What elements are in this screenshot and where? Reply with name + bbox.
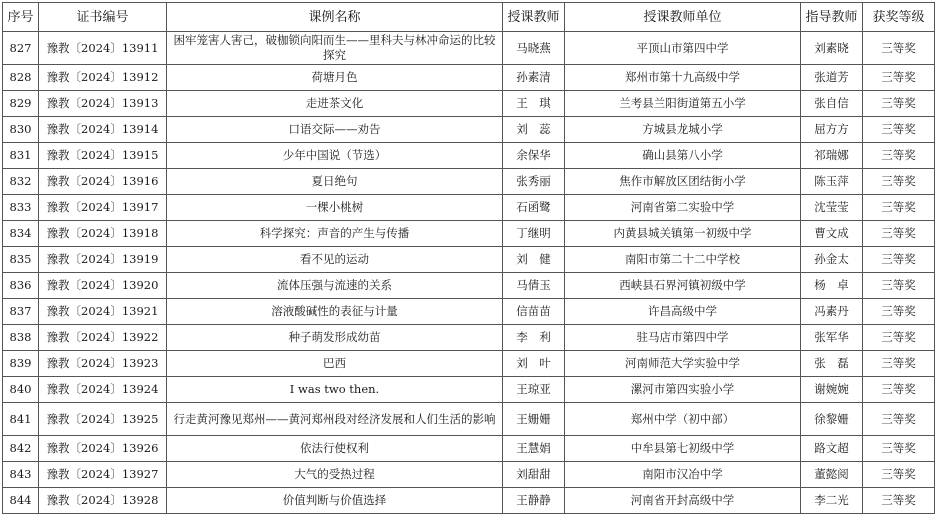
- cell-lesson: 流体压强与流速的关系: [167, 273, 503, 299]
- cell-seq: 833: [3, 195, 39, 221]
- cell-teacher: 马倩玉: [503, 273, 565, 299]
- cell-advisor: 孙金太: [801, 247, 863, 273]
- cell-cert: 豫教〔2024〕13922: [39, 325, 167, 351]
- cell-unit: 中牟县第七初级中学: [565, 436, 801, 462]
- cell-advisor: 路文超: [801, 436, 863, 462]
- cell-advisor: 谢婉婉: [801, 377, 863, 403]
- cell-teacher: 石函鹭: [503, 195, 565, 221]
- cell-lesson: 溶液酸碱性的表征与计量: [167, 299, 503, 325]
- cell-cert: 豫教〔2024〕13918: [39, 221, 167, 247]
- cell-unit: 平顶山市第四中学: [565, 32, 801, 65]
- cell-seq: 831: [3, 143, 39, 169]
- cell-lesson: 口语交际——劝告: [167, 117, 503, 143]
- cell-lesson: 困牢笼害人害己，破枷锁向阳而生——里科夫与林冲命运的比较探究: [167, 32, 503, 65]
- table-row: [3, 32, 935, 65]
- cell-lesson: 价值判断与价值选择: [167, 488, 503, 514]
- cell-lesson: 少年中国说（节选）: [167, 143, 503, 169]
- table-row: [3, 143, 935, 169]
- cell-lesson: 种子萌发形成幼苗: [167, 325, 503, 351]
- cell-seq: 843: [3, 462, 39, 488]
- cell-advisor: 杨 卓: [801, 273, 863, 299]
- cell-unit: 河南省第二实验中学: [565, 195, 801, 221]
- cell-unit: 焦作市解放区团结街小学: [565, 169, 801, 195]
- award-table: [2, 2, 935, 514]
- table-row: [3, 221, 935, 247]
- cell-award: 三等奖: [863, 403, 935, 436]
- cell-advisor: 祁瑞娜: [801, 143, 863, 169]
- cell-unit: 驻马店市第四中学: [565, 325, 801, 351]
- cell-teacher: 丁继明: [503, 221, 565, 247]
- cell-teacher: 马晓燕: [503, 32, 565, 65]
- cell-seq: 829: [3, 91, 39, 117]
- cell-award: 三等奖: [863, 377, 935, 403]
- table-row: [3, 195, 935, 221]
- cell-teacher: 李 利: [503, 325, 565, 351]
- cell-teacher: 王静静: [503, 488, 565, 514]
- table-row: [3, 488, 935, 514]
- cell-seq: 844: [3, 488, 39, 514]
- cell-unit: 内黄县城关镇第一初级中学: [565, 221, 801, 247]
- cell-teacher: 刘甜甜: [503, 462, 565, 488]
- header-cert: 证书编号: [39, 3, 167, 32]
- table-row: [3, 403, 935, 436]
- cell-cert: 豫教〔2024〕13912: [39, 65, 167, 91]
- cell-cert: 豫教〔2024〕13916: [39, 169, 167, 195]
- award-table-container: [2, 2, 934, 521]
- cell-seq: 835: [3, 247, 39, 273]
- header-teacher: 授课教师: [503, 3, 565, 32]
- cell-cert: 豫教〔2024〕13926: [39, 436, 167, 462]
- cell-unit: 河南省开封高级中学: [565, 488, 801, 514]
- cell-seq: 839: [3, 351, 39, 377]
- cell-seq: 834: [3, 221, 39, 247]
- cell-advisor: 刘素晓: [801, 32, 863, 65]
- cell-lesson: 夏日绝句: [167, 169, 503, 195]
- cell-teacher: 刘 健: [503, 247, 565, 273]
- cell-lesson: 一棵小桃树: [167, 195, 503, 221]
- cell-seq: 838: [3, 325, 39, 351]
- cell-seq: 830: [3, 117, 39, 143]
- cell-award: 三等奖: [863, 143, 935, 169]
- cell-lesson: 大气的受热过程: [167, 462, 503, 488]
- cell-lesson: 荷塘月色: [167, 65, 503, 91]
- cell-lesson: 走进茶文化: [167, 91, 503, 117]
- cell-unit: 西峡县石界河镇初级中学: [565, 273, 801, 299]
- cell-teacher: 王 琪: [503, 91, 565, 117]
- cell-award: 三等奖: [863, 351, 935, 377]
- header-unit: 授课教师单位: [565, 3, 801, 32]
- cell-teacher: 王慧娟: [503, 436, 565, 462]
- cell-advisor: 徐黎姗: [801, 403, 863, 436]
- cell-cert: 豫教〔2024〕13914: [39, 117, 167, 143]
- cell-award: 三等奖: [863, 488, 935, 514]
- table-row: [3, 247, 935, 273]
- cell-advisor: 屈方方: [801, 117, 863, 143]
- cell-seq: 837: [3, 299, 39, 325]
- cell-unit: 郑州中学（初中部）: [565, 403, 801, 436]
- cell-unit: 南阳市第二十二中学校: [565, 247, 801, 273]
- cell-award: 三等奖: [863, 273, 935, 299]
- cell-teacher: 王姗姗: [503, 403, 565, 436]
- cell-cert: 豫教〔2024〕13915: [39, 143, 167, 169]
- cell-award: 三等奖: [863, 195, 935, 221]
- cell-unit: 郑州市第十九高级中学: [565, 65, 801, 91]
- table-row: [3, 91, 935, 117]
- cell-award: 三等奖: [863, 91, 935, 117]
- cell-cert: 豫教〔2024〕13923: [39, 351, 167, 377]
- table-row: [3, 65, 935, 91]
- cell-award: 三等奖: [863, 436, 935, 462]
- cell-award: 三等奖: [863, 462, 935, 488]
- table-header: [3, 3, 935, 32]
- cell-cert: 豫教〔2024〕13920: [39, 273, 167, 299]
- cell-award: 三等奖: [863, 247, 935, 273]
- cell-seq: 841: [3, 403, 39, 436]
- cell-seq: 842: [3, 436, 39, 462]
- cell-award: 三等奖: [863, 169, 935, 195]
- cell-lesson: 看不见的运动: [167, 247, 503, 273]
- cell-advisor: 李二光: [801, 488, 863, 514]
- cell-unit: 确山县第八小学: [565, 143, 801, 169]
- cell-advisor: 沈莹莹: [801, 195, 863, 221]
- cell-teacher: 信苗苗: [503, 299, 565, 325]
- cell-award: 三等奖: [863, 325, 935, 351]
- cell-unit: 河南师范大学实验中学: [565, 351, 801, 377]
- cell-award: 三等奖: [863, 65, 935, 91]
- cell-unit: 兰考县兰阳街道第五小学: [565, 91, 801, 117]
- table-row: [3, 436, 935, 462]
- cell-teacher: 张秀丽: [503, 169, 565, 195]
- cell-unit: 许昌高级中学: [565, 299, 801, 325]
- cell-cert: 豫教〔2024〕13925: [39, 403, 167, 436]
- cell-seq: 840: [3, 377, 39, 403]
- cell-award: 三等奖: [863, 299, 935, 325]
- cell-advisor: 陈玉萍: [801, 169, 863, 195]
- cell-teacher: 孙素清: [503, 65, 565, 91]
- cell-advisor: 张 磊: [801, 351, 863, 377]
- cell-advisor: 张自信: [801, 91, 863, 117]
- table-row: [3, 273, 935, 299]
- cell-seq: 828: [3, 65, 39, 91]
- cell-cert: 豫教〔2024〕13924: [39, 377, 167, 403]
- header-award: 获奖等级: [863, 3, 935, 32]
- cell-teacher: 王琼亚: [503, 377, 565, 403]
- header-advisor: 指导教师: [801, 3, 863, 32]
- table-row: [3, 299, 935, 325]
- table-row: [3, 462, 935, 488]
- header-row: [3, 3, 935, 32]
- cell-seq: 827: [3, 32, 39, 65]
- cell-advisor: 曹文成: [801, 221, 863, 247]
- cell-unit: 漯河市第四实验小学: [565, 377, 801, 403]
- table-row: [3, 377, 935, 403]
- cell-lesson: 依法行使权利: [167, 436, 503, 462]
- cell-award: 三等奖: [863, 221, 935, 247]
- cell-cert: 豫教〔2024〕13921: [39, 299, 167, 325]
- table-row: [3, 117, 935, 143]
- cell-advisor: 张军华: [801, 325, 863, 351]
- cell-advisor: 董懿阅: [801, 462, 863, 488]
- cell-cert: 豫教〔2024〕13911: [39, 32, 167, 65]
- cell-cert: 豫教〔2024〕13928: [39, 488, 167, 514]
- cell-seq: 832: [3, 169, 39, 195]
- table-row: [3, 169, 935, 195]
- cell-lesson: I was two then.: [167, 377, 503, 403]
- cell-teacher: 刘 叶: [503, 351, 565, 377]
- cell-lesson: 行走黄河豫见郑州——黄河郑州段对经济发展和人们生活的影响: [167, 403, 503, 436]
- cell-award: 三等奖: [863, 32, 935, 65]
- table-body: [3, 32, 935, 514]
- cell-unit: 方城县龙城小学: [565, 117, 801, 143]
- cell-cert: 豫教〔2024〕13917: [39, 195, 167, 221]
- cell-cert: 豫教〔2024〕13919: [39, 247, 167, 273]
- cell-lesson: 科学探究：声音的产生与传播: [167, 221, 503, 247]
- cell-teacher: 余保华: [503, 143, 565, 169]
- header-seq: 序号: [3, 3, 39, 32]
- cell-cert: 豫教〔2024〕13913: [39, 91, 167, 117]
- header-lesson: 课例名称: [167, 3, 503, 32]
- cell-lesson: 巴西: [167, 351, 503, 377]
- cell-seq: 836: [3, 273, 39, 299]
- cell-advisor: 冯素丹: [801, 299, 863, 325]
- table-row: [3, 325, 935, 351]
- table-row: [3, 351, 935, 377]
- cell-cert: 豫教〔2024〕13927: [39, 462, 167, 488]
- cell-teacher: 刘 蕊: [503, 117, 565, 143]
- cell-advisor: 张道芳: [801, 65, 863, 91]
- cell-unit: 南阳市汉冶中学: [565, 462, 801, 488]
- cell-award: 三等奖: [863, 117, 935, 143]
